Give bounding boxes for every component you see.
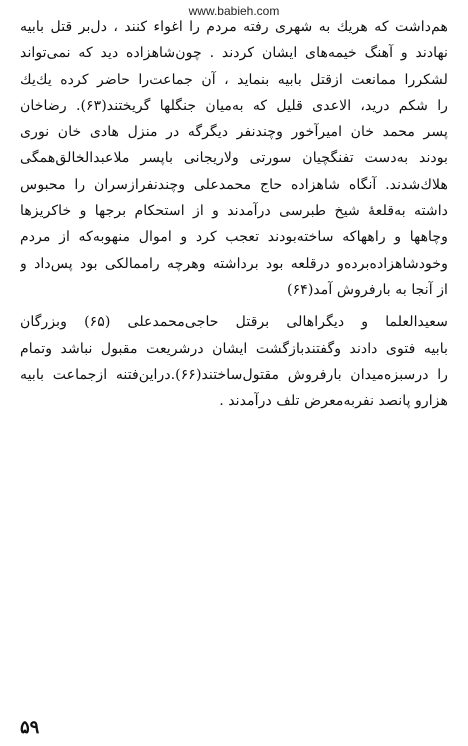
text-line: را شکم درید، الاعدی قلیل که به‌میان جنگلها گریختند(۶۳). رضاخان <box>20 97 448 114</box>
text-line: وخودشاهزاده‌برده‌و درقلعه بود برداشته وهرچه راممالکی بود پس‌داد و <box>20 255 448 272</box>
text-line: لشکررا ممانعت ازقتل بابیه بنماید ، آن جماعت‌را حاضر کرده یك‌یك‌ <box>20 71 448 88</box>
paragraph-2 <box>20 309 448 414</box>
text-line: وچاهها و راههاکه ساخته‌بودند تعجب کرد و اموال منهوبه‌که از مردم <box>20 229 448 246</box>
text-line: سعیدالعلما و دیگراهالی برقتل حاجی‌محمدعلی (۶۵) وبزرگان <box>20 314 448 331</box>
text-line: هم‌داشت که هریك به شهری رفته مردم را اغواء کنند ، دل‌بر قتل بابیه <box>20 19 448 35</box>
text-line: هزارو پانصد نفربه‌معرض تلف درآمدند . <box>219 393 448 410</box>
text-line: هلاك‌شدند. آنگاه شاهزاده حاج محمدعلی وچندنفرازسران را محبوس <box>20 176 448 193</box>
text-line: پسر محمد خان امیرآخور وچندنفر دیگرگه در منزل هادی خان نوری <box>20 124 448 141</box>
page-number: ۵۹ <box>20 717 40 738</box>
text-line: نهادند و آهنگ خیمه‌های ایشان کردند . چون‌شاهزاده دید که نمی‌تواند <box>20 45 448 62</box>
text-line: بابیه فتوی دادند وگفتندبازگشت ایشان درشریعت مقبول نباشد وتمام‌ <box>20 340 448 357</box>
text-line: بودند به‌دست تفنگچیان سورتی ولاریجانی باپسر ملاعبدالخالق‌همگی <box>20 150 448 167</box>
text-line: از آنجا به بارفروش آمد(۶۴) <box>287 281 448 298</box>
paragraph-1 <box>20 14 448 303</box>
site-url-watermark: www.babieh.com <box>188 4 280 18</box>
text-line: داشته به‌قلعهٔ شیخ طبرسی درآمدند و از استحکام برجها و خاکریزها <box>20 203 448 220</box>
body-text <box>20 14 448 414</box>
text-line: را درسبزه‌میدان بارفروش مقتول‌ساختند(۶۶).دراین‌فتنه ازجماعت بابیه <box>20 366 448 383</box>
